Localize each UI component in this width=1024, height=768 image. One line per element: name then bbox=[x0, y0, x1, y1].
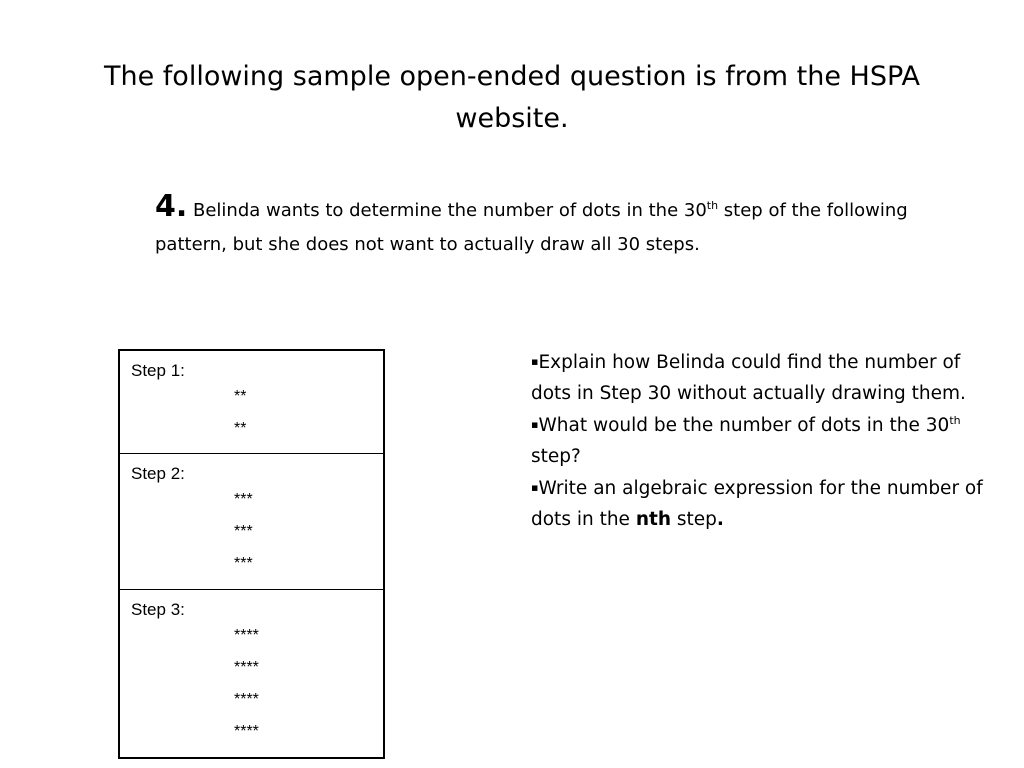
square-bullet-icon: ▪ bbox=[531, 481, 539, 494]
bullet-item-number bbox=[531, 409, 991, 472]
bullet-text-end: step? bbox=[531, 446, 581, 467]
bullet-text: Write an algebraic expression for the number of dots in the bbox=[531, 478, 983, 530]
bullet-period: . bbox=[716, 509, 724, 530]
step-label: Step 3: bbox=[131, 600, 185, 619]
square-bullet-icon: ▪ bbox=[531, 418, 539, 431]
task-bullet-list bbox=[531, 346, 991, 535]
steps-table bbox=[118, 349, 385, 759]
question-number: 4. bbox=[155, 189, 188, 224]
bullet-item-expression bbox=[531, 472, 991, 535]
step-cell bbox=[120, 351, 383, 454]
nth-emphasis: nth bbox=[635, 509, 672, 530]
dot-row: *** bbox=[234, 491, 253, 508]
bullet-text: Explain how Belinda could find the number of dots in Step 30 without actually drawing them. bbox=[531, 352, 966, 404]
dot-row: ** bbox=[234, 388, 247, 405]
dot-row: *** bbox=[234, 555, 253, 572]
dot-row: ** bbox=[234, 420, 247, 437]
question-body-end: step of the following pattern, but she does not want to actually draw all 30 steps. bbox=[155, 200, 908, 255]
slide-title: The following sample open-ended question is from the HSPA website. bbox=[104, 61, 920, 134]
ordinal-suffix: th bbox=[949, 414, 961, 427]
step-label: Step 2: bbox=[131, 464, 185, 483]
ordinal-suffix: th bbox=[706, 199, 719, 212]
dot-row: *** bbox=[234, 523, 253, 540]
step-cell bbox=[120, 454, 383, 590]
bullet-item-explain bbox=[531, 346, 991, 409]
question-body-start: Belinda wants to determine the number of dots in the 30 bbox=[187, 200, 707, 221]
dot-row: **** bbox=[234, 723, 259, 740]
bullet-text: What would be the number of dots in the 30 bbox=[538, 415, 950, 436]
dot-row: **** bbox=[234, 659, 259, 676]
step-cell bbox=[120, 590, 383, 757]
square-bullet-icon: ▪ bbox=[531, 355, 539, 368]
question-text bbox=[155, 190, 945, 262]
dot-row: **** bbox=[234, 627, 259, 644]
bullet-text-end: step bbox=[671, 509, 717, 530]
step-label: Step 1: bbox=[131, 361, 185, 380]
dot-row: **** bbox=[234, 691, 259, 708]
